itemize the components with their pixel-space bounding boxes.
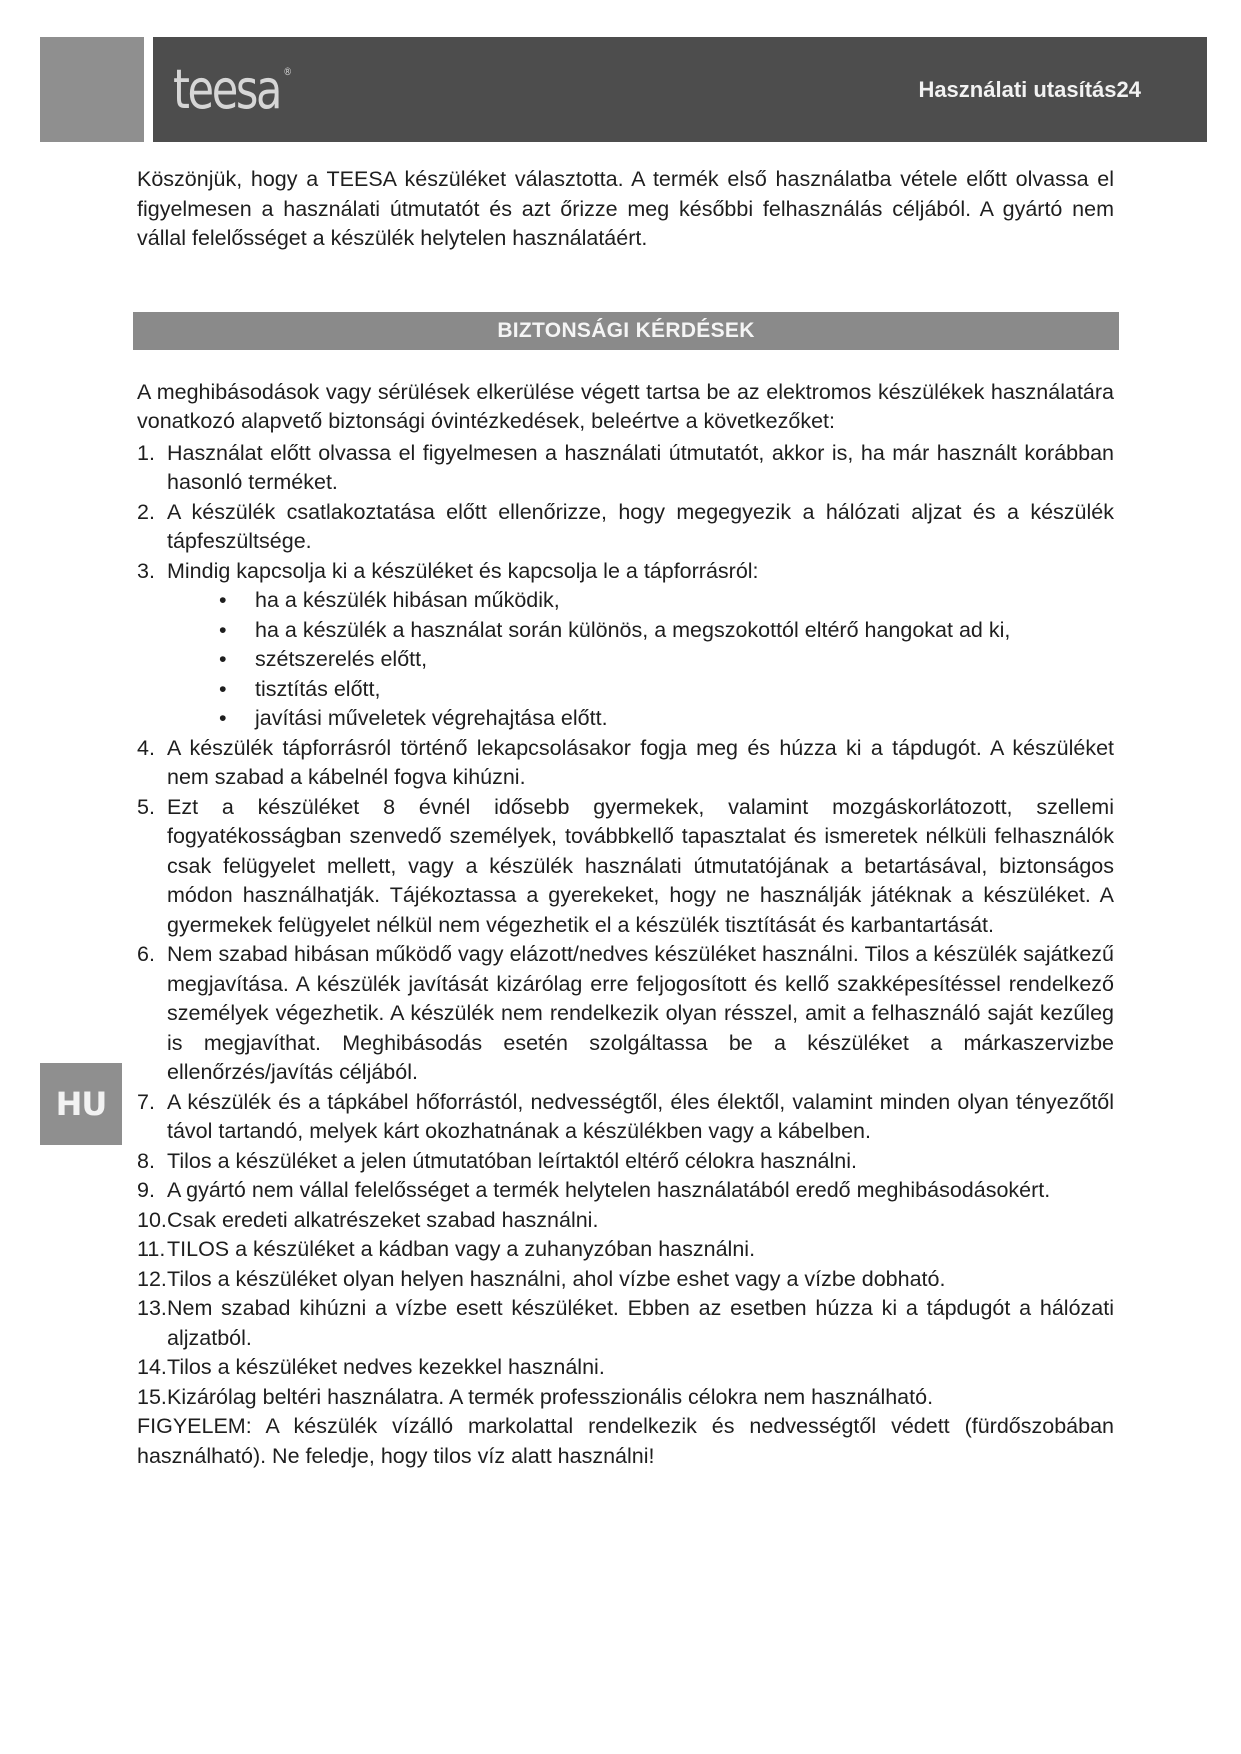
sub-bullet-list <box>167 586 1114 734</box>
list-item: 9. A gyártó nem vállal felelősséget a termék helytelen használatából eredő meghibásodásokért. <box>137 1178 1051 1202</box>
list-item: 5. Ezt a készüléket 8 évnél idősebb gyermekek, valamint mozgáskorlátozott, szellemi fogyatékosságban szenvedő személyek, továbbkellő tapasztalat és ismeretek nélküli felhasználók csak felügyelet mellett, vagy a készülék használati útmutatójának a betartásával, biztonságos módon használhatják. Tájékoztassa a gyerekeket, hogy ne használják játéknak a készüléket. A gyermekek felügyelet nélkül nem végezhetik el a készülék tisztítását és karbantartását. <box>137 794 1114 937</box>
section-heading: BIZTONSÁGI KÉRDÉSEK <box>133 312 1119 350</box>
list-item: 15. Kizárólag beltéri használatra. A termék professzionális célokra nem használható. <box>137 1384 934 1409</box>
bullet-item: • ha a készülék hibásan működik, <box>219 588 560 612</box>
safety-rules-list <box>137 439 1114 1413</box>
list-item: 12. Tilos a készüléket olyan helyen használni, ahol vízbe eshet vagy a vízbe dobható. <box>137 1266 946 1291</box>
list-item: 7. A készülék és a tápkábel hőforrástól, nedvességtől, éles élektől, valamint minden olyan tényezőtől távol tartandó, melyek kárt okozhatnának a készülékben vagy a kábelben. <box>137 1089 1114 1143</box>
list-item: 10. Csak eredeti alkatrészeket szabad használni. <box>137 1207 599 1232</box>
bullet-item: • tisztítás előtt, <box>219 676 381 701</box>
header-accent-block <box>40 37 144 142</box>
bullet-item: • javítási műveletek végrehajtása előtt. <box>219 706 608 730</box>
page-title <box>918 77 1141 103</box>
brand-logo: teesa ® <box>173 57 293 121</box>
list-item: 14. Tilos a készüléket nedves kezekkel használni. <box>137 1355 605 1379</box>
list-item: 2. A készülék csatlakoztatása előtt ellenőrizze, hogy megegyezik a hálózati aljzat és a készülék tápfeszültsége. <box>137 499 1114 553</box>
document-body <box>137 165 1114 1471</box>
list-item: 1. Használat előtt olvassa el figyelmesen a használati útmutatót, akkor is, ha már használt korábban hasonló terméket. <box>137 440 1114 494</box>
list-item: 4. A készülék tápforrásról történő lekapcsolásakor fogja meg és húzza ki a tápdugót. A készüléket nem szabad a kábelnél fogva kihúzni. <box>137 735 1114 789</box>
language-tab: HU <box>40 1063 122 1145</box>
bullet-item: • szétszerelés előtt, <box>219 647 428 671</box>
page-number: 24 <box>1116 77 1141 102</box>
list-item: 8. Tilos a készüléket a jelen útmutatóban leírtaktól eltérő célokra használni. <box>137 1148 857 1173</box>
list-item: 6. Nem szabad hibásan működő vagy elázott/nedves készüléket használni. Tilos a készülék sajátkezű megjavítása. A készülék javítását kizárólag erre feljogosított és kellő szakképesítéssel rendelkező személyek végezhetik. A készülék nem rendelkezik olyan résszel, amit a felhasználó saját kezűleg is megjavíthat. Meghibásodás esetén szolgáltassa be a készüléket a márkaszervizbe ellenőrzés/javítás céljából. <box>137 942 1114 1084</box>
bullet-item: • ha a készülék a használat során különös, a megszokottól eltérő hangokat ad ki, <box>219 617 1011 642</box>
header-bar <box>153 37 1207 142</box>
list-item: 13. Nem szabad kihúzni a vízbe esett készüléket. Ebben az esetben húzza ki a tápdugót a hálózati aljzatból. <box>137 1296 1114 1350</box>
manual-title: Használati utasítás <box>918 77 1117 102</box>
section-lead: A meghibásodások vagy sérülések elkerülése végett tartsa be az elektromos készülékek használatára vonatkozó alapvető biztonsági óvintézkedések, beleértve a következőket: <box>137 379 1114 433</box>
warning-paragraph: FIGYELEM: A készülék vízálló markolattal rendelkezik és nedvességtől védett (fürdőszobában használható). Ne feledje, hogy tilos víz alatt használni! <box>137 1414 1114 1468</box>
list-item: 3. Mindig kapcsolja ki a készüléket és kapcsolja le a tápforrásról: • ha a készülék hibásan működik, • ha a készülék a használat során különös, a megszokottól eltérő hangokat ad ki, • szétszerelés előtt, • tisztítás előtt, • javítási műveletek végrehajtása előtt. <box>137 557 1114 734</box>
list-item: 11. TILOS a készüléket a kádban vagy a zuhanyzóban használni. <box>137 1237 756 1261</box>
intro-paragraph: Köszönjük, hogy a TEESA készüléket választotta. A termék első használatba vétele előtt olvassa el figyelmesen a használati útmutatót és azt őrizze meg későbbi felhasználás céljából. A gyártó nem vállal felelősséget a készülék helytelen használatáért. <box>137 167 1114 250</box>
